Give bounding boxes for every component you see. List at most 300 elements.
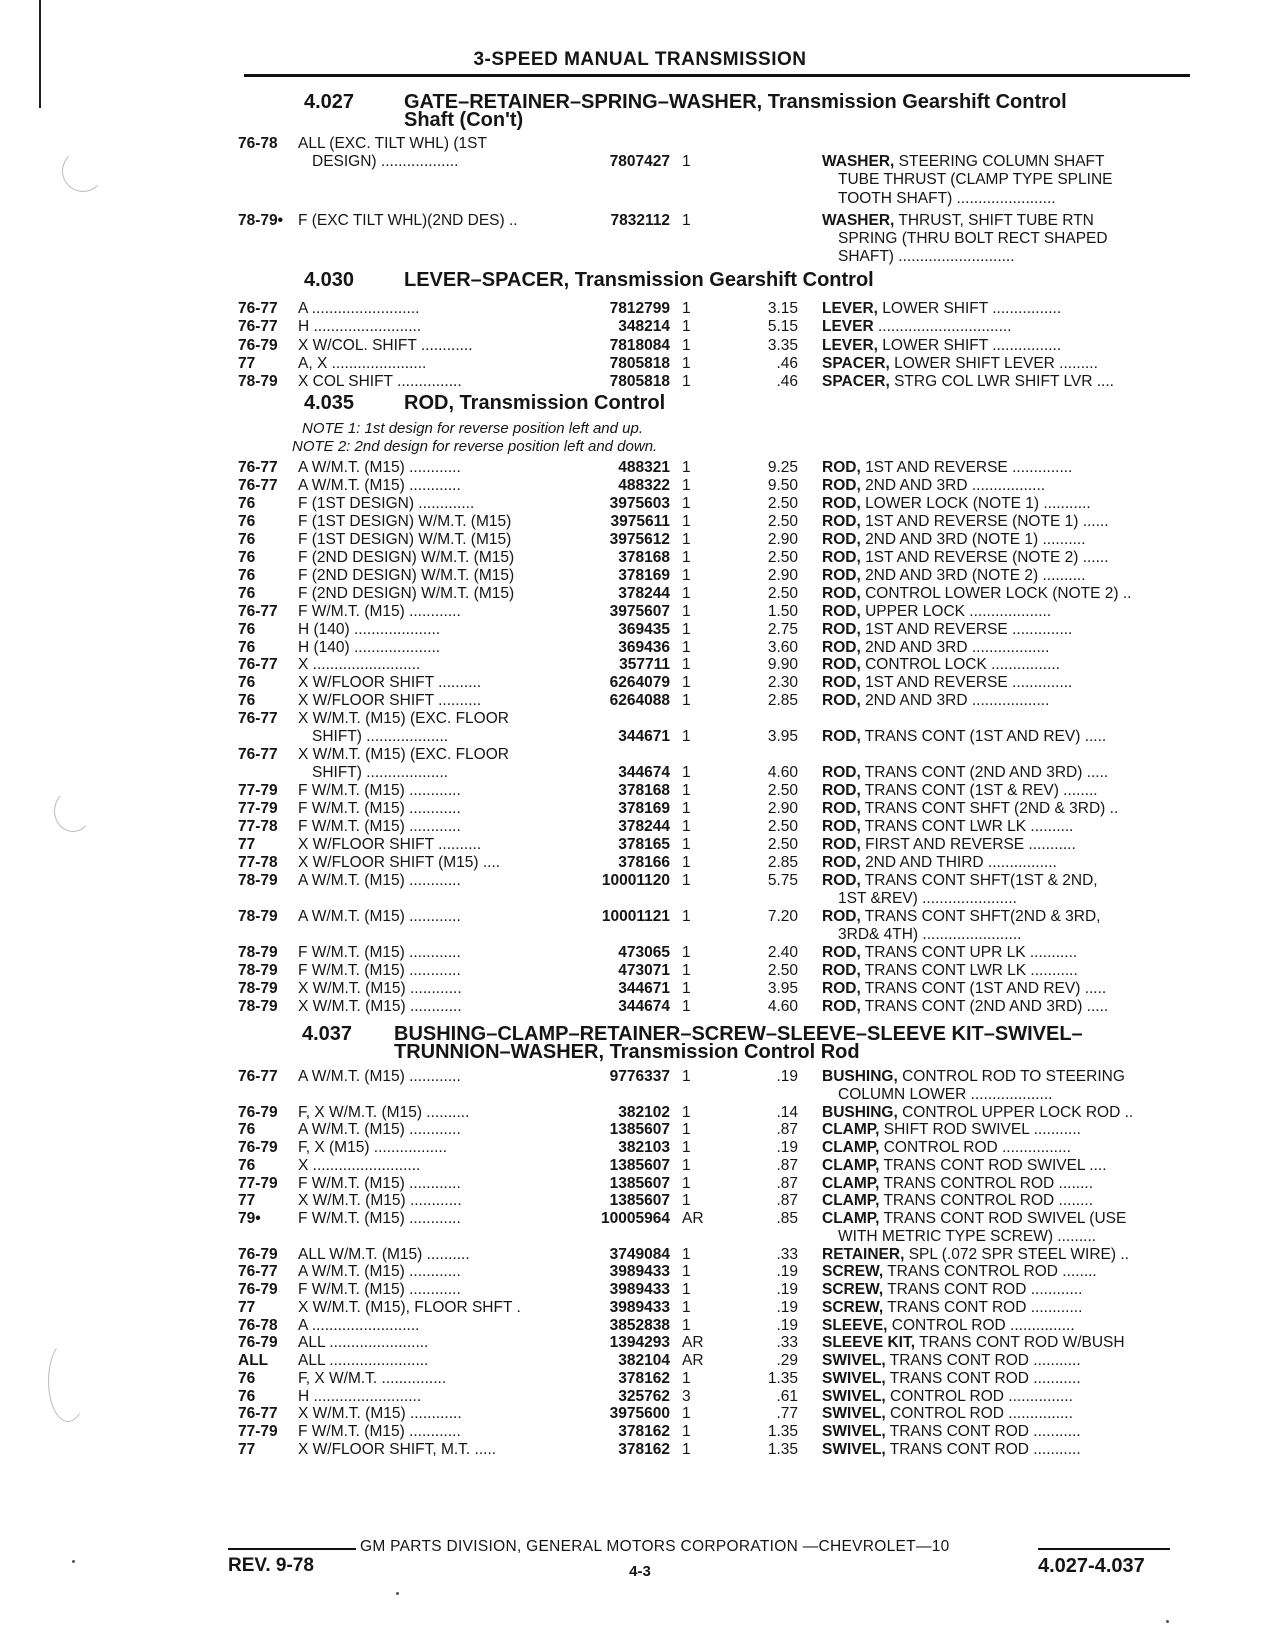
- part-number: 3975612: [609, 531, 670, 548]
- part-number: 473071: [618, 962, 670, 979]
- scan-mark: [62, 150, 104, 192]
- part-number: 382103: [618, 1139, 670, 1156]
- part-number: 10001121: [601, 908, 670, 925]
- description-name: SWIVEL,: [822, 1441, 886, 1458]
- price: .85: [776, 1210, 798, 1227]
- table-row: [0, 153, 1280, 171]
- quantity: 1: [682, 549, 691, 566]
- table-row: [0, 1139, 1280, 1157]
- section-range: 4.027-4.037: [1038, 1555, 1145, 1577]
- description: [822, 549, 1192, 567]
- price: 2.50: [767, 495, 798, 512]
- description-text: WITH METRIC TYPE SCREW) .........: [838, 1228, 1097, 1245]
- model-year: 76: [238, 639, 256, 656]
- description: [838, 171, 1208, 189]
- description: [822, 531, 1192, 549]
- description-text: LOWER SHIFT LEVER .........: [894, 355, 1098, 372]
- price: .46: [776, 373, 798, 390]
- model-year: 76: [238, 1388, 256, 1405]
- description: [822, 854, 1192, 872]
- description-name: SWIVEL,: [822, 1405, 886, 1422]
- price: 2.50: [767, 782, 798, 799]
- table-row: [0, 836, 1280, 854]
- quantity: 1: [682, 1192, 691, 1209]
- description-name: SCREW,: [822, 1263, 884, 1280]
- description-text: TRANS CONT LWR LK ..........: [864, 818, 1074, 835]
- part-number: 3989433: [609, 1281, 670, 1298]
- model-year: 76-77: [238, 603, 278, 620]
- description: [822, 495, 1192, 513]
- description: [822, 1192, 1192, 1210]
- table-row: [0, 800, 1280, 818]
- description-text: LOWER SHIFT ................: [882, 337, 1062, 354]
- quantity: 1: [682, 1068, 691, 1085]
- description-text: CONTROL ROD ................: [883, 1139, 1071, 1156]
- section-title: LEVER–SPACER, Transmission Gearshift Control: [404, 269, 874, 291]
- application: A .........................: [298, 1317, 420, 1334]
- description-text: TRANS CONT (2ND AND 3RD) .....: [864, 998, 1109, 1015]
- revision-label: REV. 9-78: [228, 1555, 314, 1576]
- part-number: 488322: [618, 477, 670, 494]
- description: [822, 836, 1192, 854]
- description-name: ROD,: [822, 836, 861, 853]
- description-name: SLEEVE,: [822, 1317, 888, 1334]
- quantity: 1: [682, 1281, 691, 1298]
- model-year: 77: [238, 836, 256, 853]
- model-year: 76-77: [238, 1263, 278, 1280]
- table-row: [0, 728, 1280, 746]
- section-number: 4.030: [304, 269, 355, 291]
- description-text: TRANS CONT LWR LK ...........: [864, 962, 1078, 979]
- quantity: 1: [682, 1423, 691, 1440]
- description-text: SHIFT ROD SWIVEL ...........: [883, 1121, 1081, 1138]
- description-name: ROD,: [822, 728, 861, 745]
- table-row: [0, 212, 1280, 230]
- description: [822, 1281, 1192, 1299]
- description: [822, 337, 1192, 355]
- quantity: 1: [682, 1263, 691, 1280]
- model-year: 76-77: [238, 318, 278, 335]
- description-text: SPRING (THRU BOLT RECT SHAPED: [838, 230, 1108, 247]
- description: [822, 639, 1192, 657]
- model-year: 76: [238, 1370, 256, 1387]
- model-year: 76-79: [238, 1334, 278, 1351]
- table-row: [0, 1263, 1280, 1281]
- description-name: LEVER: [822, 318, 874, 335]
- section-title: GATE–RETAINER–SPRING–WASHER, Transmission Gearshift Control: [404, 91, 1067, 113]
- price: 3.35: [767, 337, 798, 354]
- quantity: 1: [682, 1441, 691, 1458]
- model-year: 76-79: [238, 1104, 278, 1121]
- description-name: ROD,: [822, 495, 861, 512]
- description-text: TRANS CONTROL ROD ........: [883, 1175, 1094, 1192]
- description: [822, 962, 1192, 980]
- quantity: 1: [682, 854, 691, 871]
- price: 2.50: [767, 818, 798, 835]
- description-text: 2ND AND THIRD ................: [865, 854, 1057, 871]
- description-name: WASHER,: [822, 212, 895, 229]
- part-number: 3989433: [609, 1299, 670, 1316]
- price: 2.90: [767, 531, 798, 548]
- description-name: ROD,: [822, 567, 861, 584]
- description: [822, 1352, 1192, 1370]
- description: [822, 459, 1192, 477]
- footer-publisher: GM PARTS DIVISION, GENERAL MOTORS CORPORATION —CHEVROLET—10: [360, 1538, 950, 1555]
- description-text: TRANS CONT (1ST & REV) ........: [864, 782, 1098, 799]
- model-year: 76-77: [238, 477, 278, 494]
- part-number: 9776337: [609, 1068, 670, 1085]
- part-number: 3975611: [610, 513, 670, 530]
- quantity: 1: [682, 818, 691, 835]
- model-year: 77-79: [238, 782, 278, 799]
- description-name: ROD,: [822, 621, 861, 638]
- table-row-continued: [0, 926, 1280, 944]
- part-number: 7832112: [610, 212, 670, 229]
- application: A W/M.T. (M15) ............: [298, 872, 461, 889]
- part-number: 6264088: [609, 692, 670, 709]
- table-row: [0, 549, 1280, 567]
- model-year: 77: [238, 1192, 256, 1209]
- table-row: [0, 764, 1280, 782]
- model-year: 76: [238, 513, 256, 530]
- description: [838, 190, 1208, 208]
- price: .19: [776, 1317, 798, 1334]
- description: [822, 1370, 1192, 1388]
- description: [838, 248, 1208, 266]
- description-text: 2ND AND 3RD (NOTE 2) ..........: [865, 567, 1086, 584]
- quantity: 1: [682, 621, 691, 638]
- application: F, X (M15) .................: [298, 1139, 447, 1156]
- description: [822, 692, 1192, 710]
- price: 3.95: [767, 728, 798, 745]
- description: [822, 1423, 1192, 1441]
- application: F W/M.T. (M15) ............: [298, 800, 461, 817]
- description-name: ROD,: [822, 998, 861, 1015]
- price: 4.60: [767, 998, 798, 1015]
- description: [822, 944, 1192, 962]
- description: [822, 800, 1192, 818]
- model-year: 79•: [238, 1210, 261, 1227]
- application: F (2ND DESIGN) W/M.T. (M15): [298, 567, 515, 584]
- description-text: LOWER SHIFT ................: [882, 300, 1062, 317]
- description-text: TRANS CONTROL ROD ........: [883, 1192, 1094, 1209]
- model-year: 77: [238, 355, 256, 372]
- table-row: [0, 908, 1280, 926]
- quantity: 1: [682, 212, 691, 229]
- description-text: COLUMN LOWER ...................: [838, 1086, 1053, 1103]
- price: 2.90: [767, 567, 798, 584]
- description: [838, 1228, 1208, 1246]
- page-title: 3-SPEED MANUAL TRANSMISSION: [473, 49, 807, 70]
- description: [822, 782, 1192, 800]
- model-year: 78-79: [238, 944, 278, 961]
- quantity: 1: [682, 728, 691, 745]
- application: F, X W/M.T. ...............: [298, 1370, 447, 1387]
- quantity: 1: [682, 459, 691, 476]
- description-name: ROD,: [822, 764, 861, 781]
- application: F (1ST DESIGN) .............: [298, 495, 475, 512]
- quantity: 1: [682, 513, 691, 530]
- price: 1.50: [767, 603, 798, 620]
- model-year: 77-78: [238, 854, 278, 871]
- price: .87: [776, 1192, 798, 1209]
- application: X W/M.T. (M15) ............: [298, 1405, 462, 1422]
- description-name: CLAMP,: [822, 1121, 880, 1138]
- table-row-continued: [0, 1228, 1280, 1246]
- table-row: [0, 1210, 1280, 1228]
- description-name: ROD,: [822, 818, 861, 835]
- model-year: 76-77: [238, 1405, 278, 1422]
- quantity: 1: [682, 656, 691, 673]
- quantity: 1: [682, 1246, 691, 1263]
- price: .87: [776, 1121, 798, 1138]
- model-year: 78-79•: [238, 212, 284, 229]
- table-row: [0, 818, 1280, 836]
- description-name: RETAINER,: [822, 1246, 905, 1263]
- quantity: 1: [682, 908, 691, 925]
- price: 2.50: [767, 585, 798, 602]
- part-number: 344674: [618, 998, 670, 1015]
- application: A W/M.T. (M15) ............: [298, 459, 461, 476]
- description-text: CONTROL ROD ...............: [890, 1405, 1073, 1422]
- model-year: 76-77: [238, 300, 278, 317]
- application: A W/M.T. (M15) ............: [298, 477, 461, 494]
- description-name: ROD,: [822, 585, 861, 602]
- description-name: LEVER,: [822, 337, 878, 354]
- description: [822, 674, 1192, 692]
- table-row: [0, 639, 1280, 657]
- footer-rule-right: [1038, 1548, 1170, 1550]
- description-name: ROD,: [822, 477, 861, 494]
- section-note: NOTE 2: 2nd design for reverse position left and down.: [292, 438, 658, 455]
- description: [822, 603, 1192, 621]
- description-text: CONTROL LOCK ................: [865, 656, 1060, 673]
- description-name: ROD,: [822, 854, 861, 871]
- table-row-continued: [0, 171, 1280, 189]
- table-row: [0, 495, 1280, 513]
- application: X W/M.T. (M15), FLOOR SHFT .: [298, 1299, 521, 1316]
- description-text: TRANS CONT (1ST AND REV) .....: [864, 728, 1107, 745]
- application: A W/M.T. (M15) ............: [298, 908, 461, 925]
- model-year: 76-77: [238, 459, 278, 476]
- quantity: 1: [682, 800, 691, 817]
- table-row: [0, 1352, 1280, 1370]
- description: [822, 1175, 1192, 1193]
- part-number: 369435: [618, 621, 670, 638]
- description-text: 2ND AND 3RD (NOTE 1) ..........: [865, 531, 1086, 548]
- application: H .........................: [298, 1388, 422, 1405]
- description-text: 1ST AND REVERSE (NOTE 1) ......: [865, 513, 1109, 530]
- table-row: [0, 567, 1280, 585]
- application: F W/M.T. (M15) ............: [298, 818, 461, 835]
- description: [822, 1405, 1192, 1423]
- application: H .........................: [298, 318, 422, 335]
- part-number: 378162: [618, 1441, 670, 1458]
- part-number: 3749084: [609, 1246, 670, 1263]
- description: [822, 764, 1192, 782]
- part-number: 369436: [618, 639, 670, 656]
- description-text: TRANS CONT ROD ...........: [889, 1370, 1081, 1387]
- model-year: 78-79: [238, 980, 278, 997]
- description-name: ROD,: [822, 639, 861, 656]
- description-text: 2ND AND 3RD .................: [865, 477, 1046, 494]
- quantity: 1: [682, 318, 691, 335]
- price: 4.60: [767, 764, 798, 781]
- table-row: [0, 944, 1280, 962]
- table-row: [0, 746, 1280, 764]
- description-text: THRUST, SHIFT TUBE RTN: [898, 212, 1094, 229]
- description-text: SHAFT) ...........................: [838, 248, 1015, 265]
- price: 7.20: [767, 908, 798, 925]
- model-year: 76: [238, 549, 256, 566]
- price: 2.50: [767, 836, 798, 853]
- model-year: 76-79: [238, 337, 278, 354]
- quantity: 1: [682, 1317, 691, 1334]
- part-number: 378168: [618, 782, 670, 799]
- application: X COL SHIFT ...............: [298, 373, 462, 390]
- section-title: BUSHING–CLAMP–RETAINER–SCREW–SLEEVE–SLEEVE KIT–SWIVEL–: [394, 1023, 1083, 1045]
- description: [822, 1246, 1192, 1264]
- description: [822, 1104, 1192, 1122]
- model-year: 76-77: [238, 710, 278, 727]
- application: F W/M.T. (M15) ............: [298, 782, 461, 799]
- application: A W/M.T. (M15) ............: [298, 1263, 461, 1280]
- description: [838, 926, 1208, 944]
- description-text: TRANS CONT SHFT(2ND & 3RD,: [864, 908, 1101, 925]
- quantity: 1: [682, 1370, 691, 1387]
- application: A, X ......................: [298, 355, 427, 372]
- description-name: CLAMP,: [822, 1210, 880, 1227]
- description: [822, 1121, 1192, 1139]
- description-name: SWIVEL,: [822, 1423, 886, 1440]
- application: X W/M.T. (M15) (EXC. FLOOR: [298, 710, 509, 727]
- application: A W/M.T. (M15) ............: [298, 1068, 461, 1085]
- price: 2.50: [767, 549, 798, 566]
- application: F W/M.T. (M15) ............: [298, 1423, 461, 1440]
- part-number: 3852838: [609, 1317, 670, 1334]
- part-number: 1385607: [609, 1121, 670, 1138]
- application: X W/FLOOR SHIFT ..........: [298, 836, 482, 853]
- section-note: NOTE 1: 1st design for reverse position left and up.: [302, 420, 644, 437]
- description: [822, 908, 1192, 926]
- quantity: 1: [682, 477, 691, 494]
- application: F W/M.T. (M15) ............: [298, 944, 461, 961]
- model-year: 77: [238, 1441, 256, 1458]
- description-text: TRANS CONT (1ST AND REV) .....: [864, 980, 1107, 997]
- part-number: 357711: [619, 656, 670, 673]
- table-row: [0, 1370, 1280, 1388]
- description-name: SCREW,: [822, 1299, 884, 1316]
- scan-mark: [48, 1340, 88, 1422]
- part-number: 378169: [618, 800, 670, 817]
- description-text: CONTROL UPPER LOCK ROD ..: [902, 1104, 1134, 1121]
- description-name: CLAMP,: [822, 1192, 880, 1209]
- table-row: [0, 1299, 1280, 1317]
- description: [822, 300, 1192, 318]
- application: F W/M.T. (M15) ............: [298, 1210, 461, 1227]
- application: F, X W/M.T. (M15) ..........: [298, 1104, 470, 1121]
- price: .19: [776, 1068, 798, 1085]
- part-number: 378165: [618, 836, 670, 853]
- model-year: 76-77: [238, 656, 278, 673]
- table-row-continued: [0, 230, 1280, 248]
- part-number: 382104: [618, 1352, 670, 1369]
- description: [822, 477, 1192, 495]
- description-text: STEERING COLUMN SHAFT: [898, 153, 1105, 170]
- description-text: TRANS CONT ROD SWIVEL ....: [883, 1157, 1107, 1174]
- quantity: 1: [682, 337, 691, 354]
- description-name: WASHER,: [822, 153, 895, 170]
- part-number: 3975607: [609, 603, 670, 620]
- description: [822, 567, 1192, 585]
- application: F (EXC TILT WHL)(2ND DES) ..: [298, 212, 518, 229]
- price: .14: [776, 1104, 798, 1121]
- model-year: 76-79: [238, 1139, 278, 1156]
- description: [822, 1210, 1192, 1228]
- description-text: 1ST AND REVERSE (NOTE 2) ......: [865, 549, 1109, 566]
- price: 9.90: [767, 656, 798, 673]
- description-text: TUBE THRUST (CLAMP TYPE SPLINE: [838, 171, 1113, 188]
- description-text: CONTROL ROD ...............: [891, 1317, 1075, 1334]
- description: [838, 890, 1208, 908]
- table-row: [0, 337, 1280, 355]
- description: [822, 656, 1192, 674]
- quantity: 1: [682, 300, 691, 317]
- description-name: SWIVEL,: [822, 1352, 886, 1369]
- description-name: ROD,: [822, 800, 861, 817]
- quantity: 1: [682, 603, 691, 620]
- application: F (2ND DESIGN) W/M.T. (M15): [298, 585, 515, 602]
- part-number: 473065: [618, 944, 670, 961]
- description-text: TRANS CONT ROD ...........: [889, 1441, 1081, 1458]
- part-number: 348214: [618, 318, 670, 335]
- model-year: ALL: [238, 1352, 269, 1369]
- quantity: 1: [682, 1104, 691, 1121]
- part-number: 7812799: [609, 300, 670, 317]
- part-number: 378162: [618, 1423, 670, 1440]
- table-row: [0, 373, 1280, 391]
- description: [822, 513, 1192, 531]
- price: .19: [776, 1263, 798, 1280]
- description: [822, 153, 1192, 171]
- table-row: [0, 585, 1280, 603]
- quantity: 1: [682, 495, 691, 512]
- table-row: [0, 1423, 1280, 1441]
- description-name: SWIVEL,: [822, 1388, 886, 1405]
- description-name: ROD,: [822, 980, 861, 997]
- table-row: [0, 854, 1280, 872]
- description: [822, 998, 1192, 1016]
- application: X W/FLOOR SHIFT (M15) ....: [298, 854, 501, 871]
- model-year: 76: [238, 1121, 256, 1138]
- table-row: [0, 1104, 1280, 1122]
- description-text: STRG COL LWR SHIFT LVR ....: [894, 373, 1114, 390]
- table-row: [0, 513, 1280, 531]
- description: [822, 872, 1192, 890]
- table-row: [0, 1281, 1280, 1299]
- quantity: AR: [682, 1352, 704, 1369]
- price: .77: [776, 1405, 798, 1422]
- quantity: 1: [682, 1175, 691, 1192]
- description-name: ROD,: [822, 944, 861, 961]
- description: [822, 1317, 1192, 1335]
- model-year: 78-79: [238, 908, 278, 925]
- price: 2.75: [767, 621, 798, 638]
- model-year: 76: [238, 495, 256, 512]
- part-number: 378162: [618, 1370, 670, 1387]
- description: [822, 373, 1192, 391]
- price: 1.35: [767, 1441, 798, 1458]
